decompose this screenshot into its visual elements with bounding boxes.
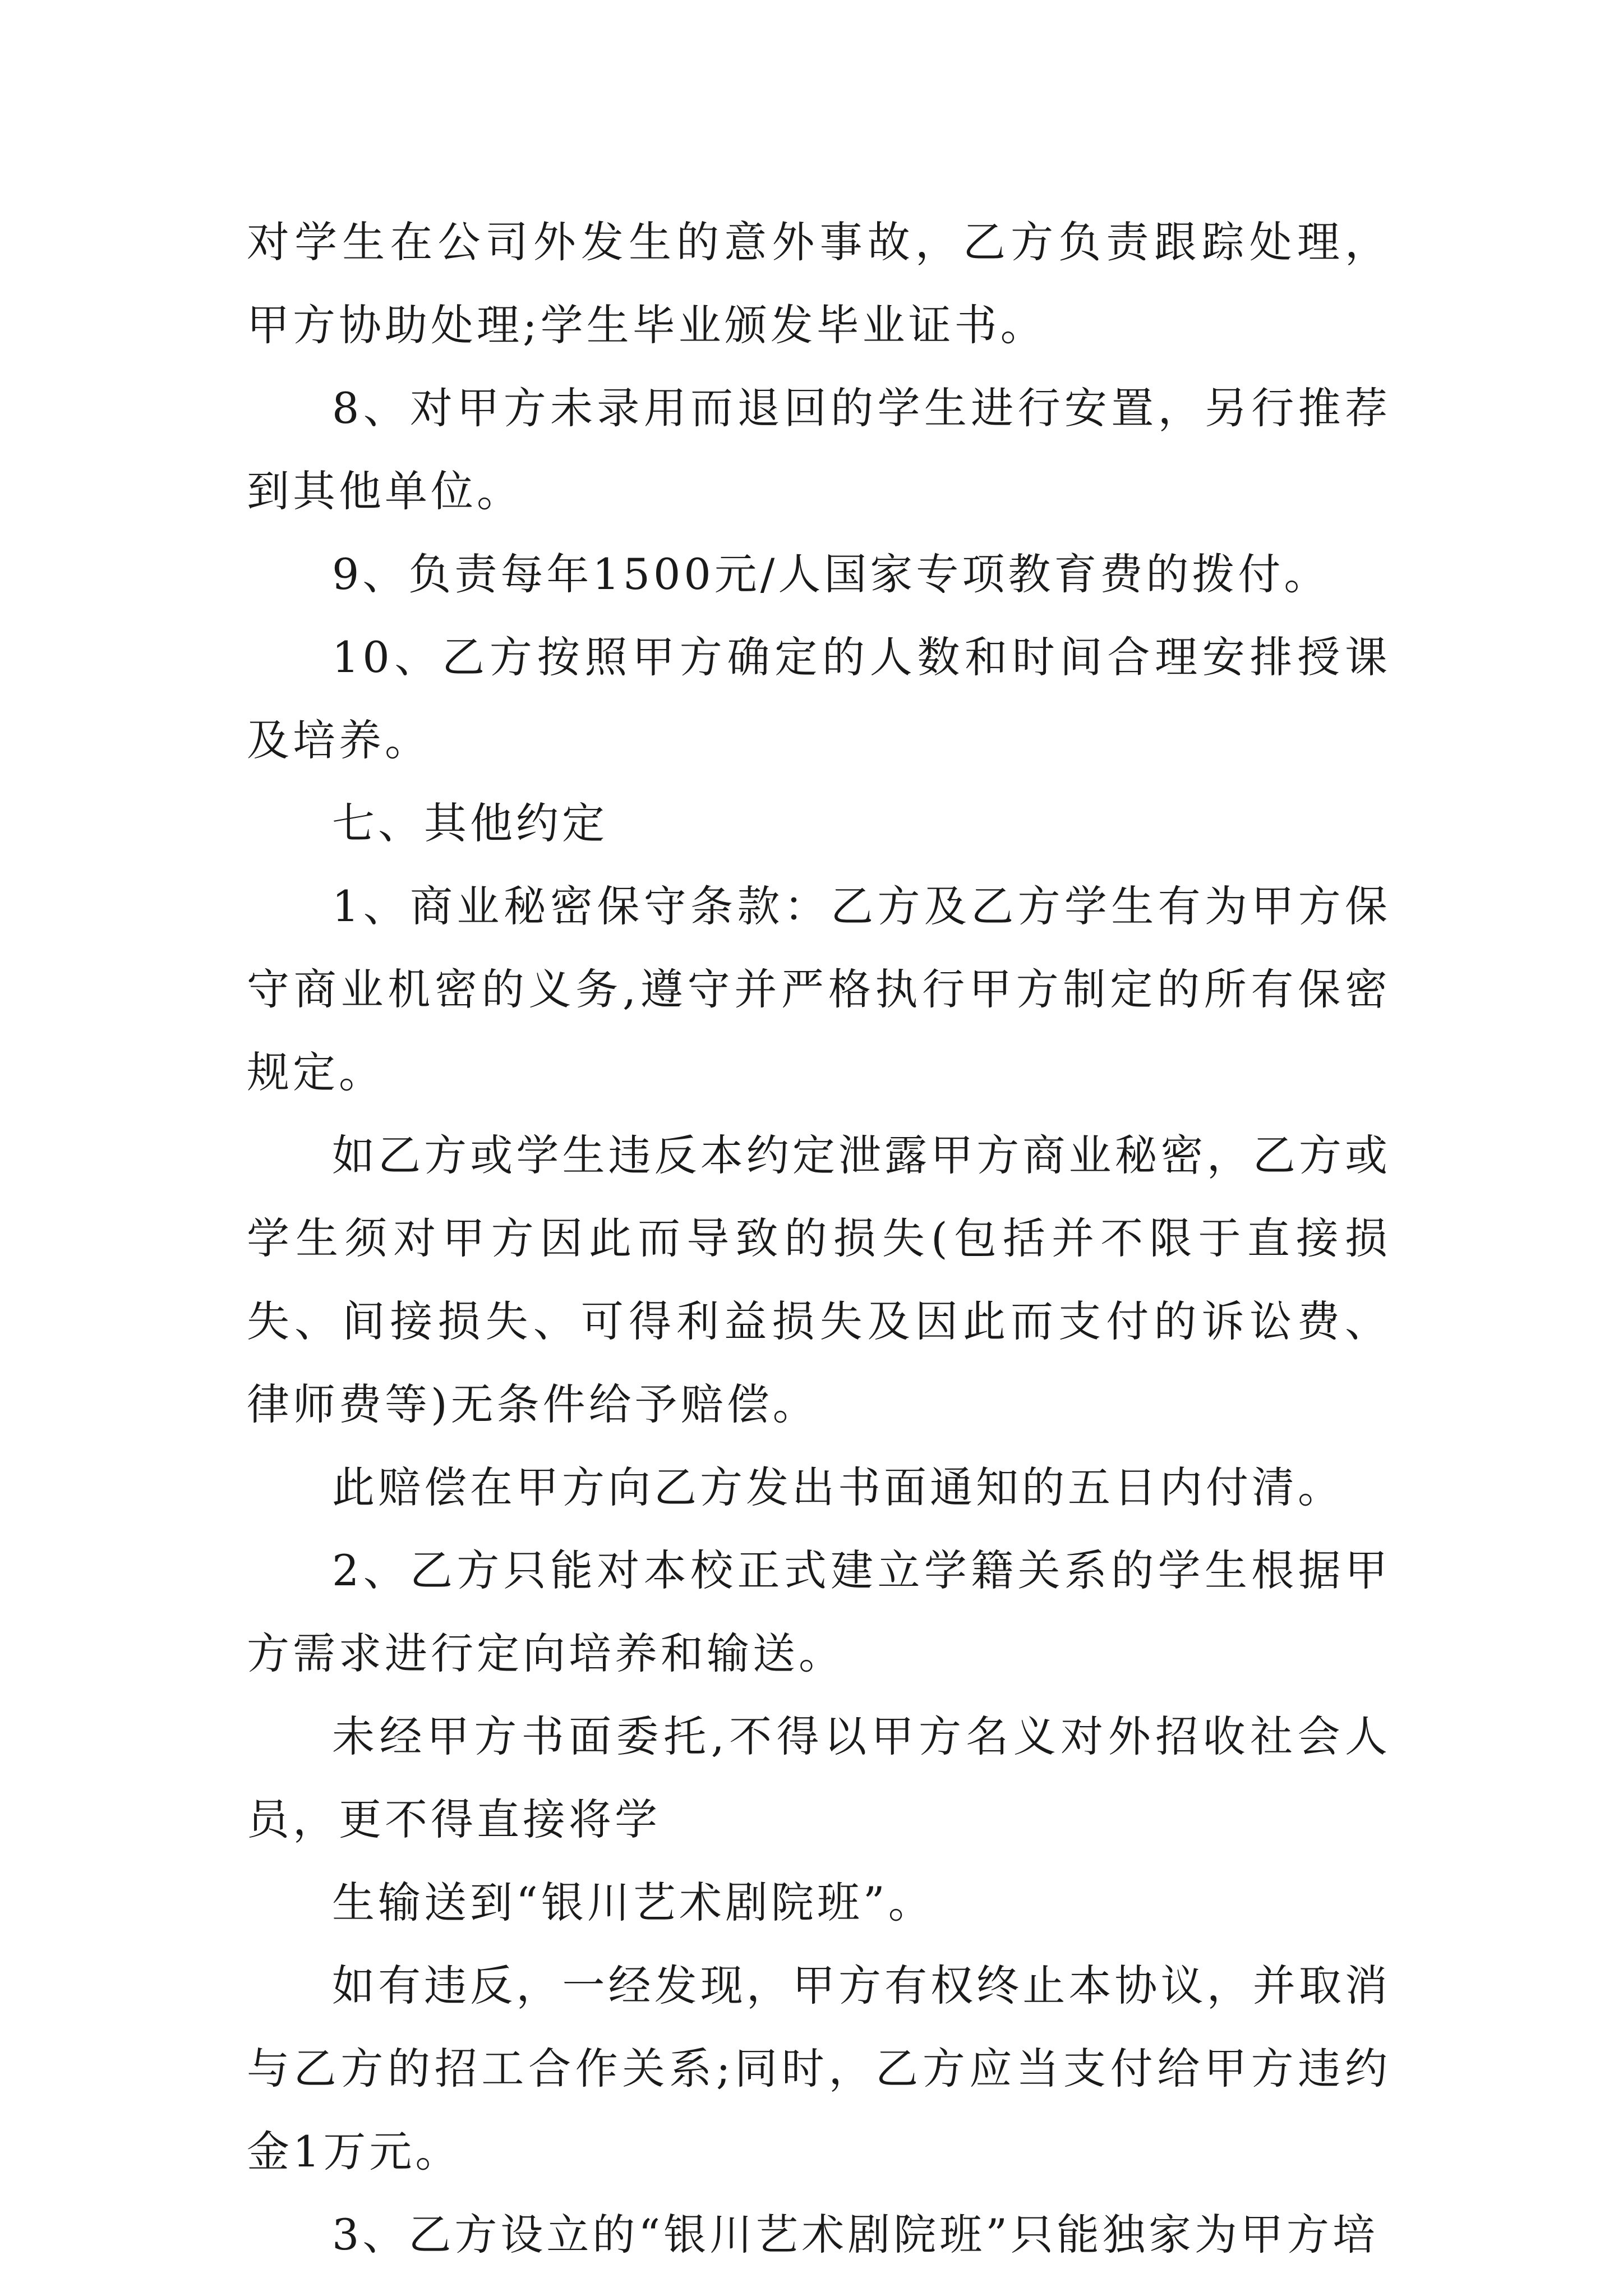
paragraph: 8、对甲方未录用而退回的学生进行安置，另行推荐到其他单位。 <box>247 383 1391 516</box>
paragraph: 10、乙方按照甲方确定的人数和时间合理安排授课及培养。 <box>247 632 1391 765</box>
paragraph: 未经甲方书面委托,不得以甲方名义对外招收社会人员，更不得直接将学 <box>247 1711 1391 1844</box>
paragraph: 如有违反，一经发现，甲方有权终止本协议，并取消与乙方的招工合作关系;同时，乙方应当支付给甲方违约金1万元。 <box>247 1961 1391 2177</box>
paragraph: 如乙方或学生违反本约定泄露甲方商业秘密，乙方或学生须对甲方因此而导致的损失(包括并不限于直接损失、间接损失、可得利益损失及因此而支付的诉讼费、律师费等)无条件给予赔偿。 <box>247 1130 1391 1429</box>
paragraph: 生输送到“银川艺术剧院班”。 <box>332 1878 934 1927</box>
document-body <box>247 201 1391 2276</box>
paragraph: 3、乙方设立的“银川艺术剧院班”只能独家为甲方培 <box>332 2210 1379 2260</box>
paragraph: 对学生在公司外发生的意外事故，乙方负责跟踪处理，甲方协助处理;学生毕业颁发毕业证书。 <box>247 217 1391 350</box>
paragraph: 1、商业秘密保守条款：乙方及乙方学生有为甲方保守商业机密的义务,遵守并严格执行甲方制定的所有保密规定。 <box>247 881 1391 1097</box>
paragraph: 2、乙方只能对本校正式建立学籍关系的学生根据甲方需求进行定向培养和输送。 <box>247 1545 1391 1678</box>
paragraph: 此赔偿在甲方向乙方发出书面通知的五日内付清。 <box>332 1462 1344 1512</box>
section-heading: 七、其他约定 <box>332 798 608 848</box>
paragraph: 9、负责每年1500元/人国家专项教育费的拨付。 <box>332 549 1330 599</box>
